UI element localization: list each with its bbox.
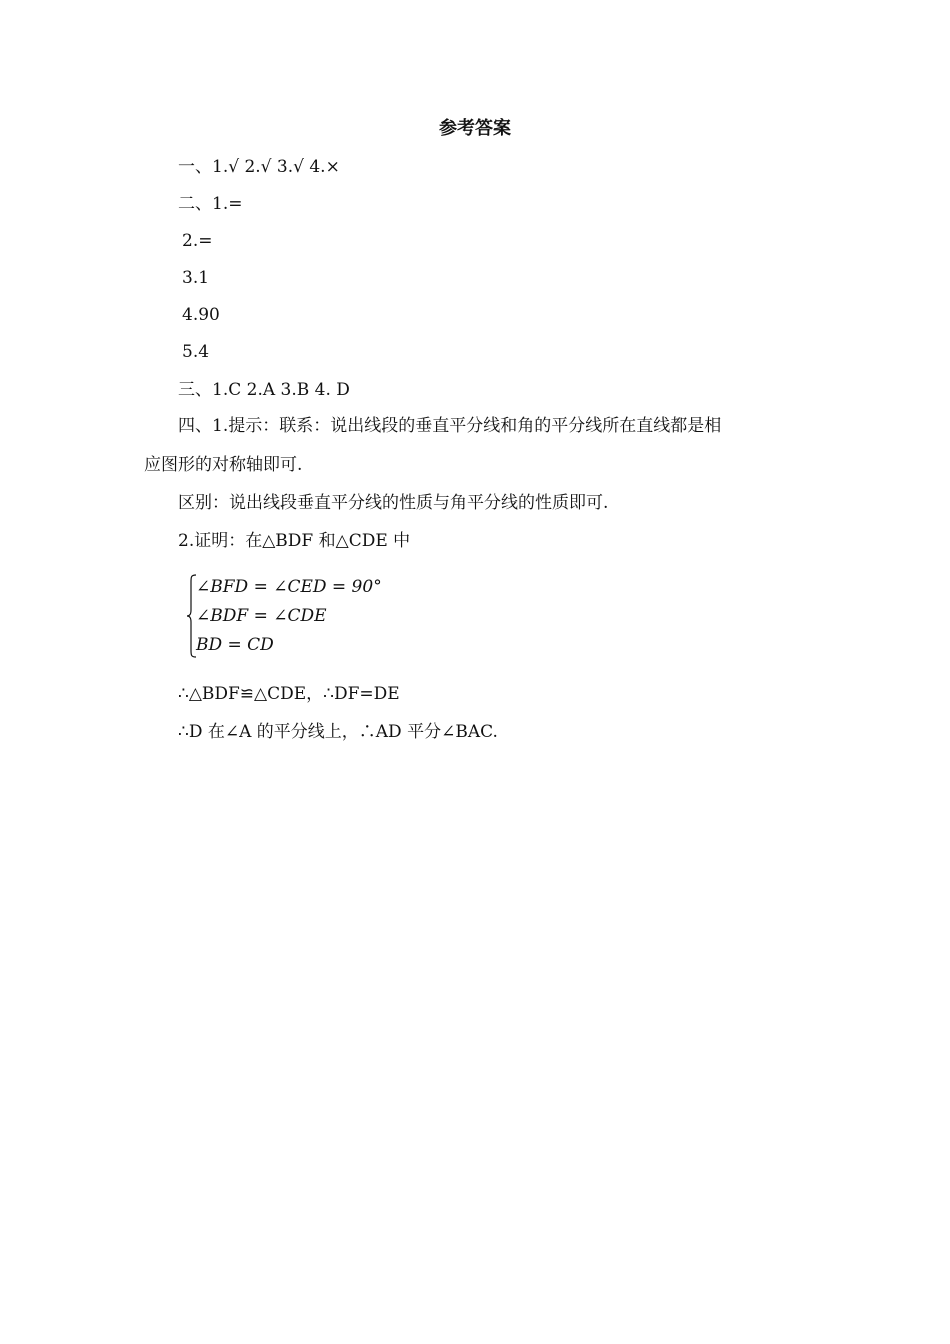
section-2-item: 4.90 [182,305,220,325]
equation-line: BD = CD [196,635,274,655]
section-4-q1-line-1: 四、1.提示：联系：说出线段的垂直平分线和角的平分线所在直线都是相 [178,416,722,436]
section-1-answers: 一、1.√ 2.√ 3.√ 4.× [178,157,340,177]
equation-system [186,572,486,660]
document-title: 参考答案 [439,118,511,139]
equation-line: ∠BDF = ∠CDE [196,606,327,626]
section-4-q1-line-3: 区别：说出线段垂直平分线的性质与角平分线的性质即可. [178,493,609,513]
section-4-q2-intro: 2.证明：在△BDF 和△CDE 中 [178,531,411,551]
section-2-item: 5.4 [182,342,210,362]
section-2-item: 3.1 [182,268,210,288]
section-3-answers: 三、1.C 2.A 3.B 4. D [178,380,350,400]
section-4-q1-line-2: 应图形的对称轴即可. [144,455,303,475]
conclusion-line-1: ∴△BDF≌△CDE，∴DF=DE [178,684,400,704]
equation-line: ∠BFD = ∠CED = 90° [196,577,382,597]
section-2-line-1: 二、1.= [178,194,243,214]
section-2-item: 2.= [182,231,213,251]
conclusion-line-2: ∴D 在∠A 的平分线上，∴AD 平分∠BAC. [178,722,498,742]
